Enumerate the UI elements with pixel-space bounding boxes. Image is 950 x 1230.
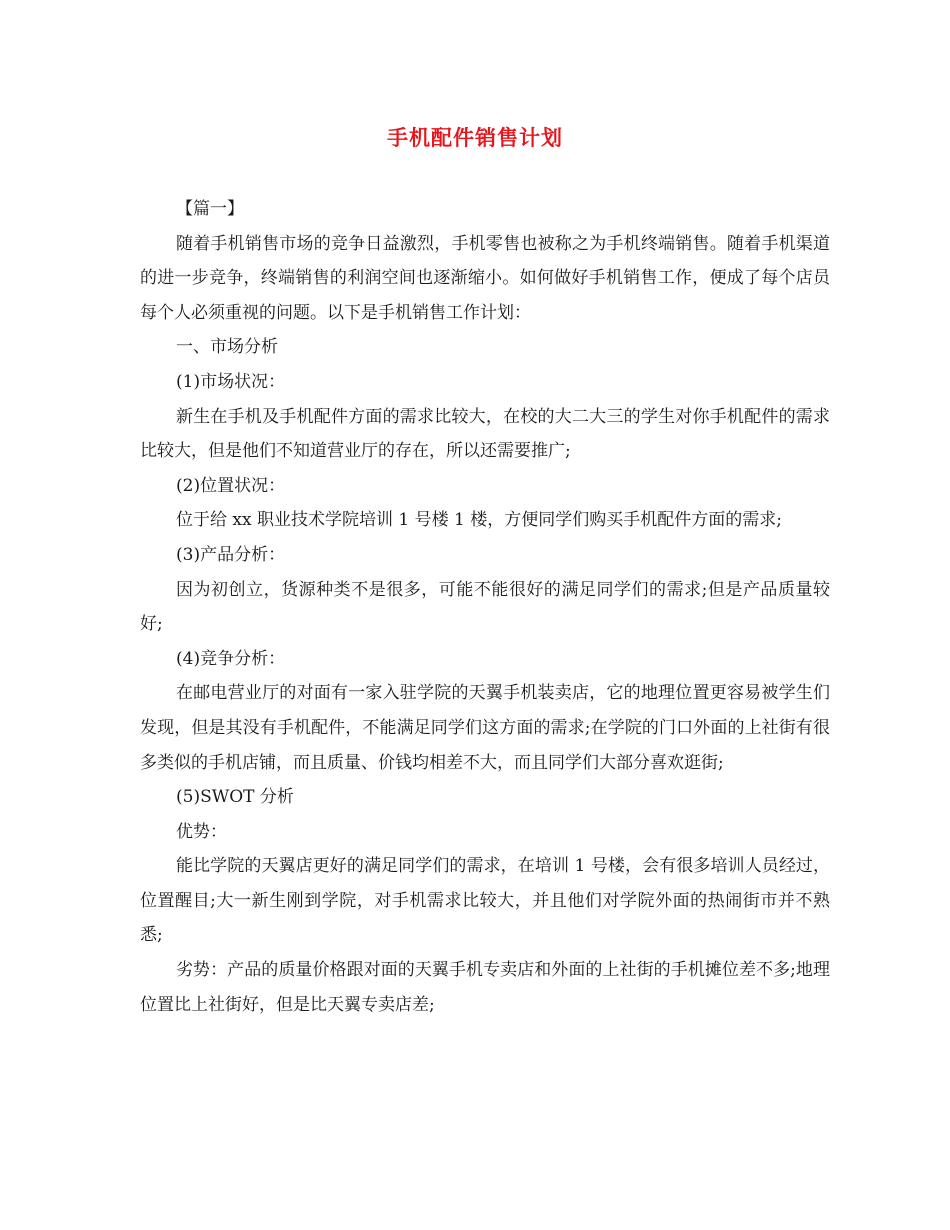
document-title: 手机配件销售计划 [387,125,563,150]
subheading-swot-analysis: (5)SWOT 分析 [176,787,294,808]
document-body [140,192,830,1022]
subheading-strengths: 优势： [176,821,227,842]
subheading-product-analysis: (3)产品分析： [176,544,286,565]
paragraph-product-analysis: 因为初创立，货源种类不是很多，可能不能很好的满足同学们的需求;但是产品质量较好; [140,579,830,635]
paragraph-strengths: 能比学院的天翼店更好的满足同学们的需求，在培训 1 号楼，会有很多培训人员经过，位置醒目;大一新生刚到学院，对手机需求比较大，并且他们对学院外面的热闹街市并不熟悉; [140,856,830,946]
paragraph-market-status: 新生在手机及手机配件方面的需求比较大，在校的大二大三的学生对你手机配件的需求比较大，但是他们不知道营业厅的存在，所以还需要推广; [140,406,830,462]
section-heading-part-one: 【篇一】 [176,199,244,219]
subheading-competition-analysis: (4)竞争分析： [176,648,286,669]
paragraph-location-status: 位于给 xx 职业技术学院培训 1 号楼 1 楼，方便同学们购买手机配件方面的需求; [176,510,782,531]
subheading-location-status: (2)位置状况： [176,475,286,496]
paragraph-competition-analysis: 在邮电营业厅的对面有一家入驻学院的天翼手机装卖店，它的地理位置更容易被学生们发现，但是其没有手机配件，不能满足同学们这方面的需求;在学院的门口外面的上社街有很多类似的手机店铺，而且质量、价钱均相差不大，而且同学们大部分喜欢逛街; [140,683,830,773]
subheading-market-status: (1)市场状况： [176,371,286,392]
intro-paragraph: 随着手机销售市场的竞争日益激烈，手机零售也被称之为手机终端销售。随着手机渠道的进一步竞争，终端销售的利润空间也逐渐缩小。如何做好手机销售工作，便成了每个店员每个人必须重视的问题。以下是手机销售工作计划： [140,233,830,323]
paragraph-weaknesses: 劣势：产品的质量价格跟对面的天翼手机专卖店和外面的上社街的手机摊位差不多;地理位置比上社街好，但是比天翼专卖店差; [140,960,830,1015]
heading-market-analysis: 一、市场分析 [176,337,278,358]
